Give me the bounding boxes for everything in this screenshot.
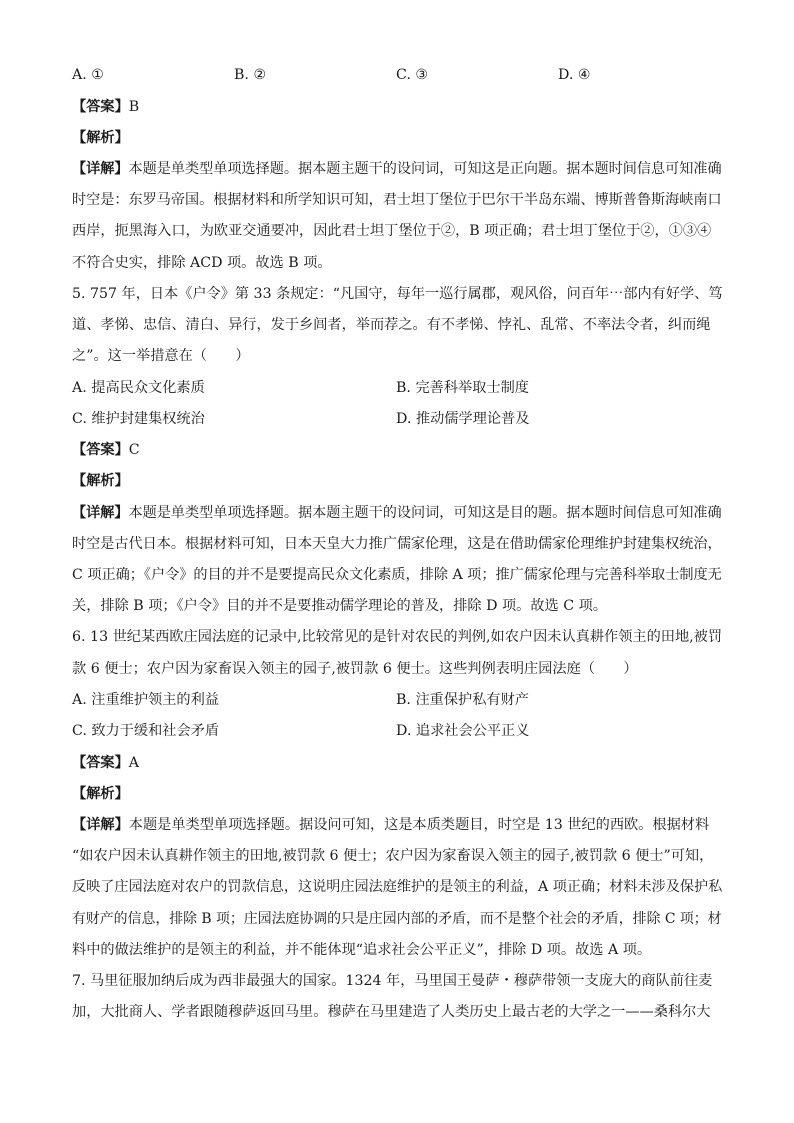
q7-stem-line-1: 7. 马里征服加纳后成为西非最强大的国家。1324 年，马里国王曼萨・穆萨带领一支庞大的商队前往麦 (72, 973, 713, 989)
q6-analysis-label: 【解析】 (72, 786, 129, 802)
detail-label: 【详解】 (72, 505, 129, 521)
q5-option-d: D. 推动儒学理论普及 (396, 411, 530, 427)
q6-option-b: B. 注重保护私有财产 (396, 692, 529, 708)
q5-option-a: A. 提高民众文化素质 (72, 380, 205, 396)
q4-analysis-label: 【解析】 (72, 130, 129, 146)
q4-option-b: B. ② (234, 67, 267, 83)
answer-value: A (128, 755, 140, 771)
q5-detail-line-2: 时空是古代日本。根据材料可知，日本天皇大力推广儒家伦理，这是在借助儒家伦理维护封建集权统治， (72, 536, 722, 552)
q5-answer (72, 441, 140, 459)
detail-text: 本题是单类型单项选择题。据本题主题干的设问词，可知这是正向题。据本题时间信息可知准确 (128, 161, 722, 177)
q4-option-c: C. ③ (396, 67, 429, 83)
q5-stem-line-2: 道、孝悌、忠信、清白、异行，发于乡闾者，举而荐之。有不孝悌、悖礼、乱常、不率法令者，纠而绳 (72, 317, 711, 333)
q4-answer (72, 98, 139, 116)
q5-analysis-label: 【解析】 (72, 473, 129, 489)
q6-detail-line-5: 料中的做法维护的是领主的利益，并不能体现“追求社会公平正义”，排除 D 项。故选 A 项。 (72, 942, 652, 958)
q6-option-a: A. 注重维护领主的利益 (72, 692, 219, 708)
q5-stem-line-3: 之”。这一举措意在（ ） (72, 348, 250, 364)
q6-option-d: D. 追求社会公平正义 (396, 723, 530, 739)
q4-detail-line-4: 不符合史实，排除 ACD 项。故选 B 项。 (72, 255, 332, 271)
q5-detail-line-1 (72, 504, 722, 522)
q6-detail-line-4: 有财产的信息，排除 B 项；庄园法庭协调的只是庄园内部的矛盾，而不是整个社会的矛盾，排除 C 项；材 (72, 911, 722, 927)
q6-stem-line-2: 款 6 便士；农户因为家畜误入领主的园子,被罚款 6 便士。这些判例表明庄园法庭（ ） (72, 661, 638, 677)
answer-label: 【答案】 (72, 442, 129, 458)
answer-value: B (128, 99, 140, 115)
answer-value: C (128, 442, 140, 458)
q6-detail-line-3: 反映了庄园法庭对农户的罚款信息，这说明庄园法庭维护的是领主的利益，A 项正确；材料未涉及保护私 (72, 879, 723, 895)
q5-detail-line-3: C 项正确；《户令》的目的并不是要提高民众文化素质，排除 A 项；推广儒家伦理与完善科举取士制度无 (72, 567, 722, 583)
q5-option-c: C. 维护封建集权统治 (72, 411, 205, 427)
q4-option-a: A. ① (72, 67, 104, 83)
q6-stem-line-1: 6. 13 世纪某西欧庄园法庭的记录中,比较常见的是针对农民的判例,如农户因未认真耕作领主的田地,被罚 (72, 629, 723, 645)
q5-stem-line-1: 5. 757 年，日本《户令》第 33 条规定：“凡国守，每年一巡行属郡，观风俗，问百年⋯部内有好学、笃 (72, 286, 723, 302)
q5-option-b: B. 完善科举取士制度 (396, 380, 529, 396)
answer-label: 【答案】 (72, 99, 129, 115)
detail-label: 【详解】 (72, 817, 129, 833)
q5-detail-line-4: 关，排除 B 项；《户令》目的并不是要推动儒学理论的普及，排除 D 项。故选 C 项。 (72, 598, 607, 614)
q4-detail-line-2: 时空是：东罗马帝国。根据材料和所学知识可知，君士坦丁堡位于巴尔干半岛东端、博斯普鲁斯海峡南口 (72, 192, 722, 208)
detail-text: 本题是单类型单项选择题。据本题主题干的设问词，可知这是目的题。据本题时间信息可知准确 (128, 505, 722, 521)
q4-detail-line-1 (72, 160, 722, 178)
q7-stem-line-2: 加，大批商人、学者跟随穆萨返回马里。穆萨在马里建造了人类历史上最古老的大学之一——桑科尔大 (72, 1004, 711, 1020)
answer-label: 【答案】 (72, 755, 129, 771)
q4-detail-line-3: 西岸，扼黑海入口，为欧亚交通要冲，因此君士坦丁堡位于②，B 项正确；君士坦丁堡位于②，①③④ (72, 223, 712, 239)
q4-option-d: D. ④ (558, 67, 591, 83)
q6-detail-line-2: “如农户因未认真耕作领主的田地,被罚款 6 便士；农户因为家畜误入领主的园子,被罚款 6 便士”可知， (72, 848, 714, 864)
q6-answer (72, 754, 139, 772)
detail-text: 本题是单类型单项选择题。据设问可知，这是本质类题目，时空是 13 世纪的西欧。根据材料 (128, 817, 710, 833)
detail-label: 【详解】 (72, 161, 129, 177)
q6-detail-line-1 (72, 816, 709, 834)
q6-option-c: C. 致力于缓和社会矛盾 (72, 723, 220, 739)
